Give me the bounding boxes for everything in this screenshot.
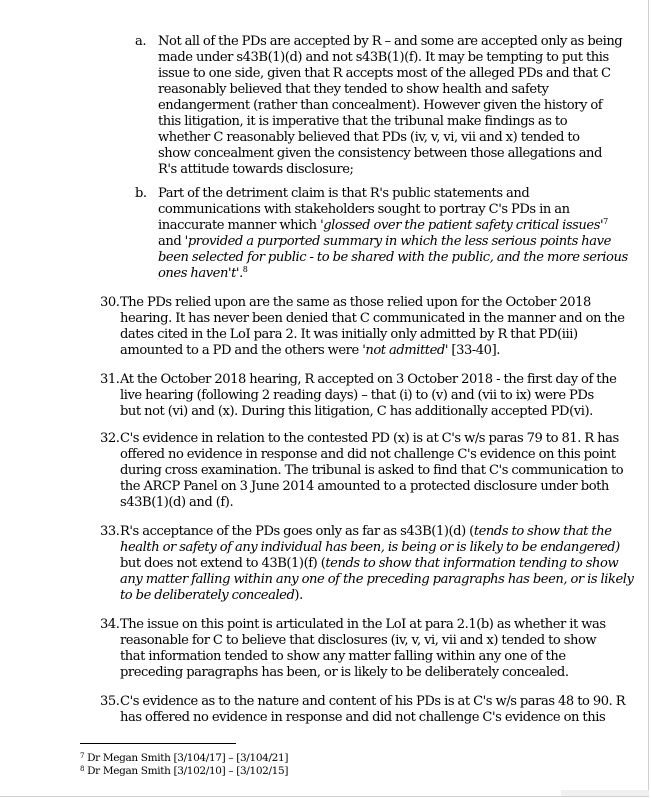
paragraph-33 xyxy=(100,524,634,604)
footnote-7 xyxy=(80,752,288,765)
text-line: during cross examination. The tribunal is asked to find that C's communication to xyxy=(120,463,624,478)
text-line: but not (vi) and (x). During this litigation, C has additionally accepted PD(vi). xyxy=(120,404,593,419)
text-line: that information tended to show any matter falling within any one of the xyxy=(120,649,566,664)
quotation: glossed over the patient safety critical issues' xyxy=(323,218,604,233)
text-line: inaccurate manner which 'glossed over the patient safety critical $issues'^7$ xyxy=(158,217,608,233)
paragraph-number: 32. xyxy=(100,431,120,446)
subparagraph-b xyxy=(135,186,628,282)
paragraph-30 xyxy=(100,295,625,359)
text-line: reasonable for C to believe that disclosures (iv, v, vi, vii and x) tended to show xyxy=(120,633,597,648)
footnote-ref: 8 xyxy=(242,265,248,274)
footnote-mark: 8 xyxy=(80,765,85,773)
text-line: communications with stakeholders sought to portray C's PDs in an xyxy=(158,202,570,217)
footnote-mark: 7 xyxy=(80,752,85,760)
footnote-ref: 7 xyxy=(603,217,608,226)
text-line: the ARCP Panel on 3 June 2014 amounted to a protected disclosure under both xyxy=(120,479,609,494)
paragraph-35 xyxy=(100,694,626,726)
text-line: R's attitude towards disclosure; xyxy=(158,162,354,177)
text-line: show concealment given the consistency between those allegations and xyxy=(158,146,602,161)
subparagraph-body xyxy=(158,186,628,282)
subparagraph-label: b. xyxy=(135,186,147,201)
paragraph-number: 34. xyxy=(100,617,120,632)
paragraph-body xyxy=(120,524,634,604)
paragraph-body xyxy=(120,694,626,726)
text-line: C's evidence in relation to the contested PD (x) is at C's w/s paras 79 to 81. R has xyxy=(120,431,619,446)
text-line: s43B(1)(d) and (f). xyxy=(120,495,234,510)
text-line: made under s43B(1)(d) and not s43B(1)(f). It may be tempting to put this xyxy=(158,50,609,65)
text-line: health or safety of any individual has been, is being or is likely to be endangered) xyxy=(120,540,620,555)
text-line: whether C reasonably believed that PDs (iv, v, vi, vii and x) tended to xyxy=(158,130,580,145)
text-line: been selected for public - to be shared with the public, and the more serious xyxy=(158,250,628,265)
text-line: live hearing (following 2 reading days) – that (i) to (v) and (vii to ix) were PDs xyxy=(120,388,594,403)
footnote-8 xyxy=(80,765,288,778)
text-line: Part of the detriment claim is that R's public statements and xyxy=(158,186,530,201)
paragraph-body xyxy=(120,295,625,359)
paragraph-31 xyxy=(100,372,617,420)
text-line: preceding paragraphs has been, or is likely to be deliberately concealed. xyxy=(120,665,569,680)
subparagraph-label: a. xyxy=(135,34,147,49)
scroll-edge xyxy=(561,790,649,796)
text-line: has offered no evidence in response and did not challenge C's evidence on this xyxy=(120,710,606,725)
text-line: and 'provided a purported summary in which the less serious points have xyxy=(158,234,611,249)
text-line: The PDs relied upon are the same as those relied upon for the October 2018 xyxy=(120,295,591,310)
paragraph-number: 30. xyxy=(100,295,120,310)
text-line: endangerment (rather than concealment). However given the history of xyxy=(158,98,603,113)
text-line: R's acceptance of the PDs goes only as far as s43B(1)(d) (tends to show that the xyxy=(120,524,612,539)
quotation: provided a purported summary in which the less serious points have xyxy=(187,234,611,249)
paragraph-number: 35. xyxy=(100,694,120,709)
footnote-separator xyxy=(80,743,236,744)
text-line: ones haven't'.$^8$ xyxy=(158,265,248,281)
text-line: The issue on this point is articulated in the LoI at para 2.1(b) as whether it was xyxy=(120,617,606,632)
text-line: issue to one side, given that R accepts most of the alleged PDs and that C xyxy=(158,66,611,81)
text-line: reasonably believed that they tended to show health and safety xyxy=(158,82,549,97)
text-line: At the October 2018 hearing, R accepted on 3 October 2018 - the first day of the xyxy=(120,372,617,387)
text-line: C's evidence as to the nature and content of his PDs is at C's w/s paras 48 to 90. R xyxy=(120,694,626,709)
paragraph-number: 31. xyxy=(100,372,120,387)
footnote-text: Dr Megan Smith [3/102/10] – [3/102/15] xyxy=(84,765,289,777)
subparagraph-a xyxy=(135,34,623,178)
text-line: any matter falling within any one of the preceding paragraphs has been, or is likely xyxy=(120,572,634,587)
text-line: this litigation, it is imperative that the tribunal make findings as to xyxy=(158,114,568,129)
text-line: hearing. It has never been denied that C communicated in the manner and on the xyxy=(120,311,625,326)
paragraph-body xyxy=(120,617,606,681)
text-line: Not all of the PDs are accepted by R – and some are accepted only as being xyxy=(158,34,623,49)
text-line: dates cited in the LoI para 2. It was initially only admitted by R that PD(iii) xyxy=(120,327,578,342)
paragraph-32 xyxy=(100,431,624,511)
paragraph-34 xyxy=(100,617,606,681)
paragraph-body xyxy=(120,372,617,420)
subparagraph-body xyxy=(158,34,623,178)
paragraph-body xyxy=(120,431,624,511)
text-line: offered no evidence in response and did not challenge C's evidence on this point xyxy=(120,447,616,462)
text-line: amounted to a PD and the others were 'not admitted' [33-40]. xyxy=(120,343,500,358)
footnote-text: Dr Megan Smith [3/104/17] – [3/104/21] xyxy=(84,752,289,764)
paragraph-number: 33. xyxy=(100,524,120,539)
text-line: but does not extend to 43B(1)(f) (tends to show that information tending to show xyxy=(120,556,619,571)
text-line: to be deliberately concealed). xyxy=(120,588,303,603)
